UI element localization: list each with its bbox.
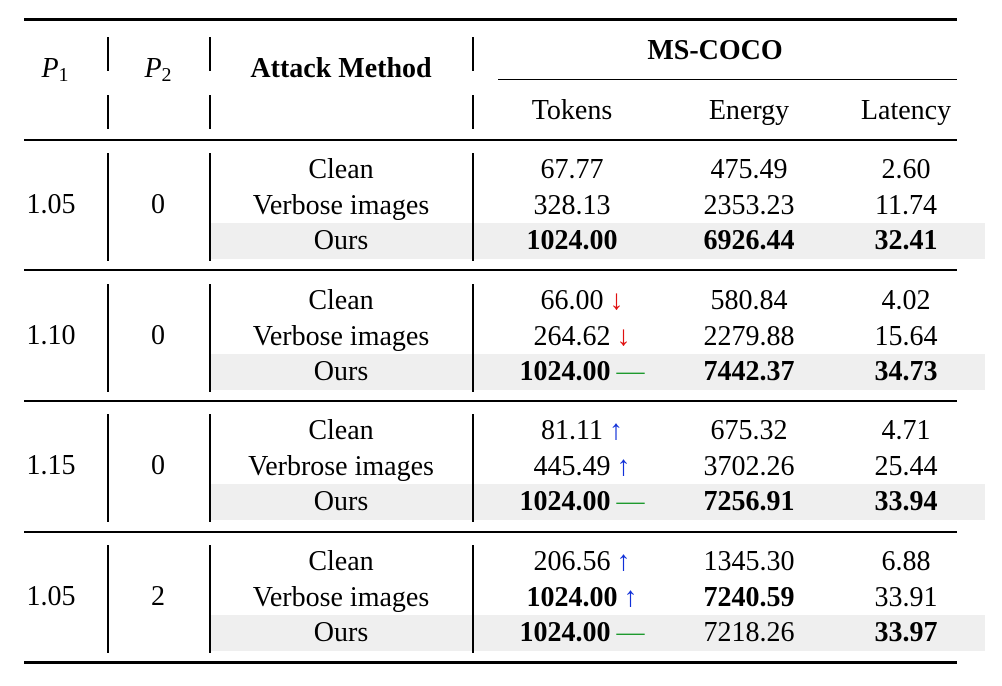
cell-attack-method: Verbose images	[252, 189, 430, 221]
header-p1: $P_1$	[41, 53, 69, 86]
cell-energy: 3702.26	[703, 450, 795, 482]
cell-p1: 1.15	[26, 449, 76, 481]
cell-latency: 32.41	[874, 225, 938, 256]
cell-latency: 33.91	[874, 581, 938, 613]
tokens-value: 66.00	[540, 285, 604, 316]
cell-energy: 7218.26	[703, 617, 795, 648]
cell-energy: 7240.59	[703, 581, 795, 613]
cell-latency: 4.71	[881, 415, 931, 446]
cell-latency: 15.64	[874, 320, 938, 352]
cell-tokens	[527, 224, 618, 258]
col-separator	[472, 153, 474, 261]
cell-attack-method: Clean	[308, 546, 374, 577]
cell-latency: 11.74	[875, 189, 937, 221]
tokens-value: 1024.00	[526, 581, 618, 613]
group-rule	[24, 400, 957, 402]
header-col-separator	[209, 37, 211, 71]
header-col-separator	[472, 95, 474, 129]
arrow-down-icon: ↓	[609, 285, 624, 316]
cell-tokens	[541, 414, 623, 448]
col-separator	[472, 414, 474, 522]
arrow-down-icon: ↓	[616, 320, 631, 352]
cell-attack-method: Ours	[313, 617, 369, 648]
cell-energy: 475.49	[710, 154, 788, 185]
cell-tokens	[534, 450, 631, 484]
header-attack-method: Attack Method	[250, 53, 432, 84]
cell-latency: 6.88	[881, 546, 931, 577]
tokens-value: 1024.00	[526, 225, 618, 256]
col-separator	[107, 414, 109, 522]
tokens-value: 264.62	[533, 320, 611, 352]
header-col-separator	[107, 37, 109, 71]
tokens-value: 328.13	[533, 189, 611, 221]
cell-p2: 0	[151, 319, 165, 351]
header-latency: Latency	[860, 95, 952, 126]
cell-energy: 6926.44	[703, 225, 795, 256]
col-separator	[472, 545, 474, 653]
col-separator	[209, 414, 211, 522]
cell-latency: 34.73	[874, 356, 938, 387]
col-separator	[107, 284, 109, 392]
col-separator	[209, 153, 211, 261]
cell-tokens	[541, 284, 624, 318]
header-dataset: MS-COCO	[647, 35, 783, 66]
cell-latency: 33.97	[874, 617, 938, 648]
tokens-value: 206.56	[533, 546, 611, 577]
cell-energy: 2353.23	[703, 189, 795, 221]
cell-tokens	[520, 355, 645, 389]
header-rule	[24, 139, 957, 141]
col-separator	[472, 284, 474, 392]
arrow-up-icon: ↑	[608, 415, 623, 446]
col-separator	[209, 545, 211, 653]
cell-attack-method: Ours	[313, 356, 369, 387]
col-separator	[107, 545, 109, 653]
cell-energy: 7442.37	[703, 356, 795, 387]
cell-tokens	[520, 616, 645, 650]
cell-attack-method: Verbose images	[252, 581, 430, 613]
cell-p1: 1.05	[26, 188, 76, 220]
cell-latency: 33.94	[874, 486, 938, 517]
header-col-separator	[209, 95, 211, 129]
group-rule	[24, 269, 957, 271]
cell-energy: 7256.91	[703, 486, 795, 517]
cell-attack-method: Verbose images	[252, 320, 430, 352]
cell-attack-method: Clean	[308, 415, 374, 446]
cell-p2: 2	[151, 580, 165, 612]
cell-tokens	[527, 581, 638, 615]
bottom-rule	[24, 661, 957, 664]
cell-p2: 0	[151, 449, 165, 481]
cell-p1: 1.10	[26, 319, 76, 351]
tokens-value: 1024.00	[519, 486, 611, 517]
header-col-separator	[107, 95, 109, 129]
header-tokens: Tokens	[531, 95, 613, 126]
cell-tokens	[534, 320, 631, 354]
cell-attack-method: Clean	[308, 285, 374, 316]
cell-latency: 2.60	[881, 154, 931, 185]
tokens-value: 1024.00	[519, 617, 611, 648]
dataset-underline	[498, 79, 957, 80]
cell-latency: 25.44	[874, 450, 938, 482]
cell-tokens	[520, 485, 645, 519]
cell-attack-method: Ours	[313, 225, 369, 256]
cell-attack-method: Clean	[308, 154, 374, 185]
tokens-value: 67.77	[540, 154, 604, 185]
col-separator	[107, 153, 109, 261]
group-rule	[24, 531, 957, 533]
tokens-value: 445.49	[533, 450, 611, 482]
dash-icon: —	[616, 356, 645, 387]
cell-tokens	[541, 153, 604, 187]
cell-tokens	[534, 189, 611, 223]
arrow-up-icon: ↑	[616, 450, 631, 482]
tokens-value: 1024.00	[519, 356, 611, 387]
dash-icon: —	[616, 617, 645, 648]
cell-attack-method: Ours	[313, 486, 369, 517]
cell-latency: 4.02	[881, 285, 931, 316]
header-energy: Energy	[708, 95, 790, 126]
cell-tokens	[534, 545, 631, 579]
dash-icon: —	[616, 486, 645, 517]
cell-energy: 1345.30	[703, 546, 795, 577]
tokens-value: 81.11	[541, 415, 603, 446]
header-col-separator	[472, 37, 474, 71]
cell-energy: 675.32	[710, 415, 788, 446]
arrow-up-icon: ↑	[616, 546, 631, 577]
header-p2: $P_2$	[144, 53, 172, 86]
col-separator	[209, 284, 211, 392]
cell-p1: 1.05	[26, 580, 76, 612]
cell-attack-method: Verbrose images	[248, 450, 434, 482]
cell-p2: 0	[151, 188, 165, 220]
arrow-up-icon: ↑	[623, 581, 638, 613]
top-rule	[24, 18, 957, 21]
cell-energy: 580.84	[710, 285, 788, 316]
cell-energy: 2279.88	[703, 320, 795, 352]
